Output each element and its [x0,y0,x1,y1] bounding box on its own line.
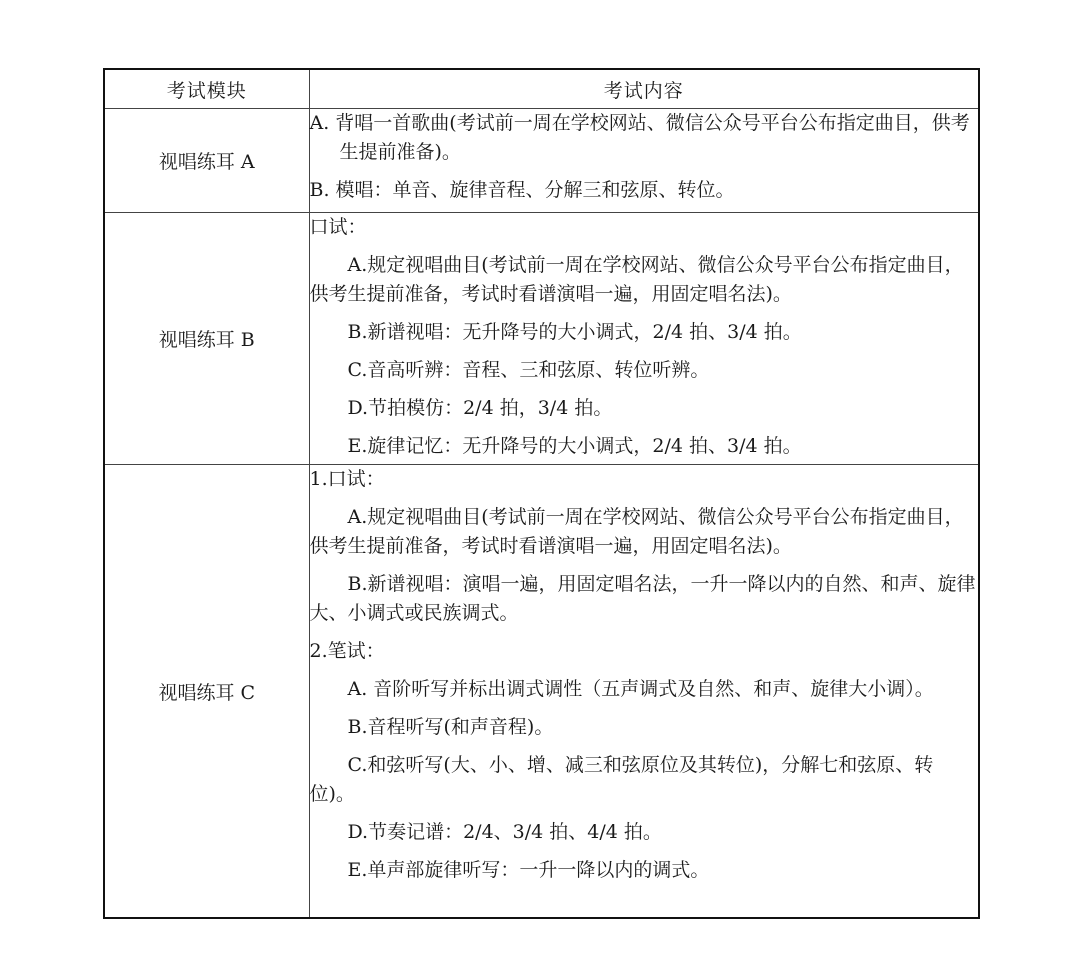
module-cell: 视唱练耳 C [104,465,309,919]
table-row [104,109,979,213]
content-item: E.单声部旋律听写：一升一降以内的调式。 [347,859,710,881]
content-item: B. 模唱：单音、旋律音程、分解三和弦原、转位。 [309,179,735,201]
content-item: D.节拍模仿：2/4 拍，3/4 拍。 [347,397,613,419]
content-item: B.音程听写(和声音程)。 [347,716,554,738]
content-item: A. 音阶听写并标出调式调性（五声调式及自然、和声、旋律大小调）。 [347,678,934,700]
module-cell: 视唱练耳 B [104,213,309,465]
content-item: B.新谱视唱：演唱一遍，用固定唱名法，一升一降以内的自然、和声、旋律大、小调式或民族调式。 [309,573,976,624]
content-item: D.节奏记谱：2/4、3/4 拍、4/4 拍。 [347,821,662,843]
content-cell [309,109,979,213]
table-row [104,465,979,919]
table-header-row [104,69,979,109]
content-item: 口试： [309,216,367,238]
content-item: E.旋律记忆：无升降号的大小调式，2/4 拍、3/4 拍。 [347,435,802,457]
exam-table [103,68,980,919]
content-item: C.和弦听写(大、小、增、减三和弦原位及其转位)，分解七和弦原、转位)。 [309,754,934,805]
module-cell: 视唱练耳 A [104,109,309,213]
header-module: 考试模块 [104,69,309,109]
content-item: 2.笔试： [309,640,385,662]
content-item: A.规定视唱曲目(考试前一周在学校网站、微信公众号平台公布指定曲目，供考生提前准备，考试时看谱演唱一遍，用固定唱名法)。 [309,506,964,557]
content-item: A. 背唱一首歌曲(考试前一周在学校网站、微信公众号平台公布指定曲目，供考生提前准备)。 [309,112,970,163]
content-item: B.新谱视唱：无升降号的大小调式，2/4 拍、3/4 拍。 [347,321,802,343]
content-cell [309,465,979,919]
content-item: 1.口试： [309,468,385,490]
content-cell [309,213,979,465]
content-item: A.规定视唱曲目(考试前一周在学校网站、微信公众号平台公布指定曲目，供考生提前准备，考试时看谱演唱一遍，用固定唱名法)。 [309,254,964,305]
content-item: C.音高听辨：音程、三和弦原、转位听辨。 [347,359,710,381]
header-content: 考试内容 [309,69,979,109]
table-row [104,213,979,465]
